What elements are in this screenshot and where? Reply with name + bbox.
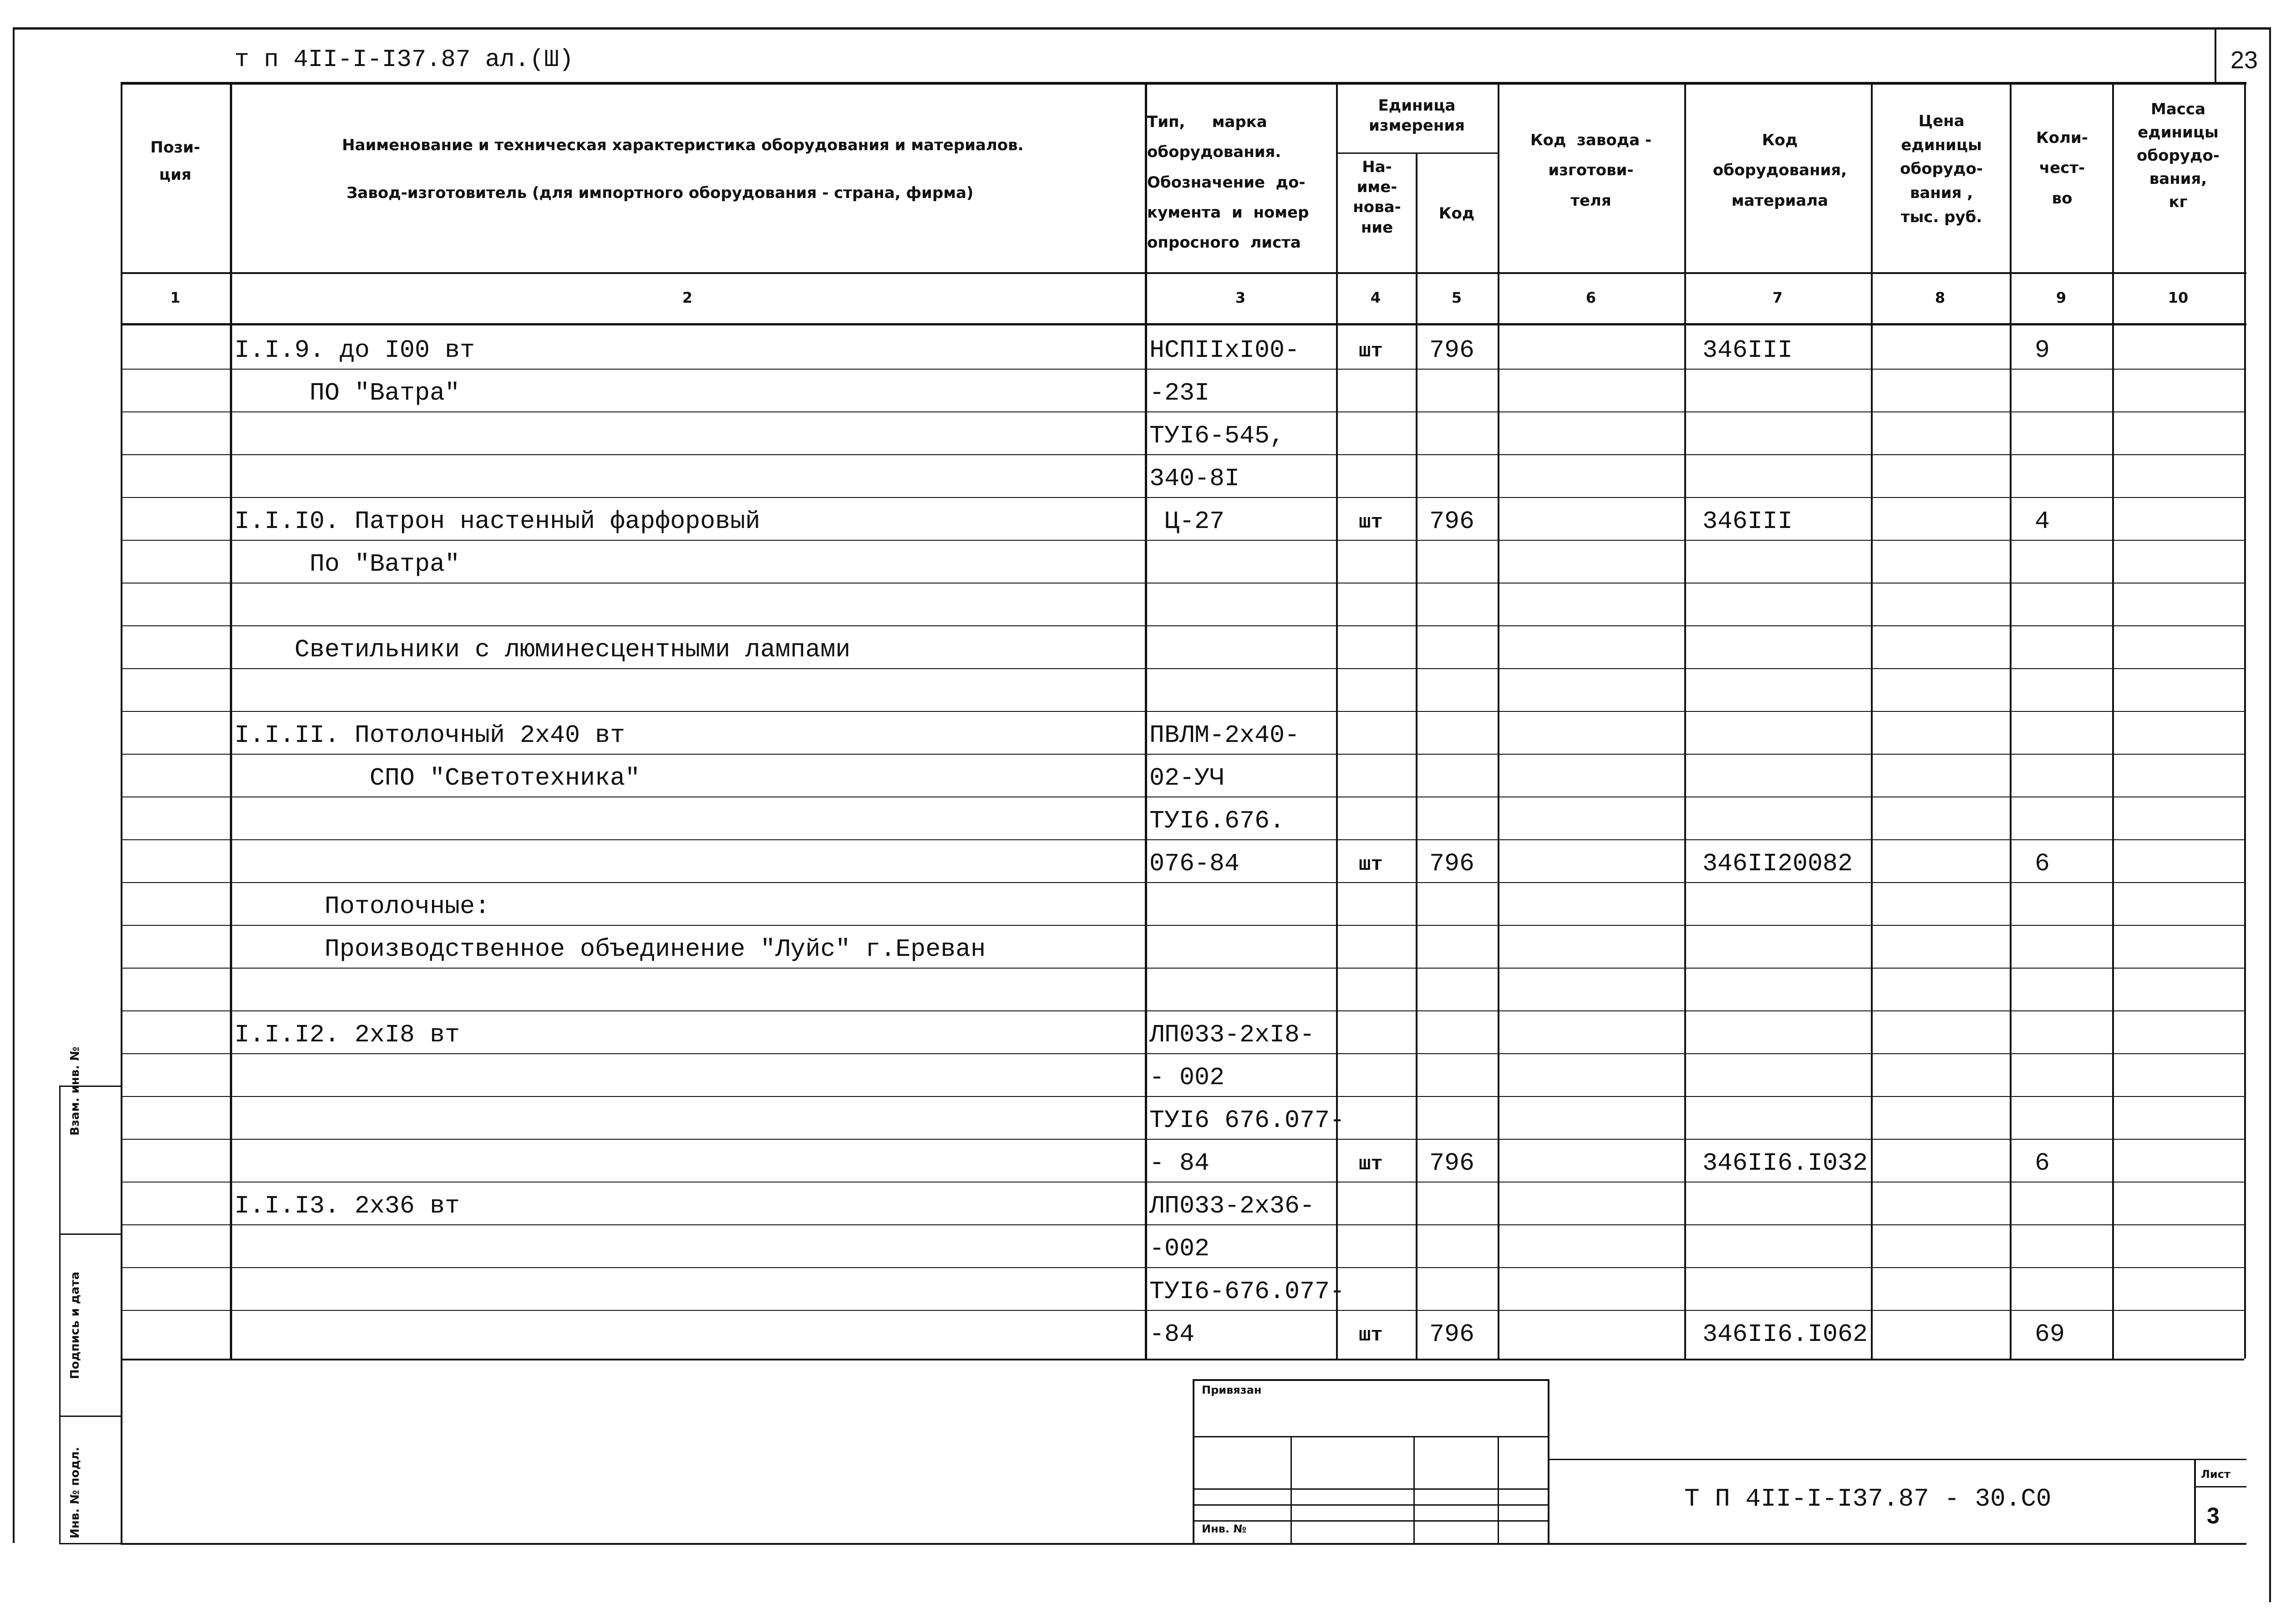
column-number-3: 3 bbox=[1235, 289, 1246, 306]
rule-horizontal bbox=[59, 1543, 121, 1544]
row-type: -002 bbox=[1149, 1234, 1210, 1263]
column-number-6: 6 bbox=[1585, 289, 1596, 306]
row-divider bbox=[121, 540, 2244, 541]
rule-horizontal bbox=[121, 272, 2246, 274]
row-type: ЛП033-2х36- bbox=[1149, 1192, 1315, 1220]
row-unit-code: 796 bbox=[1429, 849, 1475, 878]
row-type: -84 bbox=[1149, 1320, 1195, 1349]
row-material-code: 346II20082 bbox=[1702, 849, 1853, 878]
row-divider bbox=[121, 583, 2244, 584]
row-name: ПО "Ватра" bbox=[234, 379, 460, 407]
rule-vertical bbox=[1193, 1379, 1194, 1543]
side-label-podpis-data: Подпись и дата bbox=[68, 1271, 82, 1379]
rule-vertical bbox=[1498, 1436, 1499, 1543]
row-divider bbox=[121, 497, 2244, 498]
row-type: ТУI6-676.077- bbox=[1149, 1277, 1345, 1306]
header-name-line2: Завод-изготовитель (для импортного оборудования - страна, фирма) bbox=[346, 184, 974, 202]
sheet-number-top: 23 bbox=[2230, 46, 2258, 74]
row-divider bbox=[121, 668, 2244, 669]
row-divider bbox=[121, 1267, 2244, 1268]
rule-horizontal bbox=[1193, 1504, 1548, 1506]
rule-horizontal bbox=[2194, 1486, 2246, 1487]
row-unit-code: 796 bbox=[1429, 507, 1475, 536]
row-divider bbox=[121, 968, 2244, 969]
row-divider bbox=[121, 839, 2244, 840]
column-number-7: 7 bbox=[1772, 289, 1783, 306]
row-unit-code: 796 bbox=[1429, 336, 1475, 365]
row-type: 02-УЧ bbox=[1149, 764, 1225, 792]
row-divider bbox=[121, 1310, 2244, 1311]
rule-horizontal bbox=[1193, 1436, 1548, 1437]
column-number-8: 8 bbox=[1935, 289, 1946, 306]
row-divider bbox=[121, 1139, 2244, 1140]
row-quantity: 4 bbox=[2035, 507, 2050, 536]
header-name-line1: Наименование и техническая характеристика оборудования и материалов. bbox=[342, 136, 1024, 154]
row-divider bbox=[121, 1224, 2244, 1225]
row-name: Светильники с люминесцентными лампами bbox=[234, 635, 851, 664]
stamp-list-number: 3 bbox=[2207, 1503, 2220, 1528]
row-unit: шт bbox=[1359, 340, 1383, 363]
rule-vertical bbox=[13, 27, 15, 1543]
header-mass: Масса единицы оборудо- вания, кг bbox=[2137, 100, 2220, 211]
header-unit: Единица измерения bbox=[1369, 96, 1465, 135]
column-number-4: 4 bbox=[1370, 289, 1381, 306]
row-unit: шт bbox=[1359, 511, 1383, 534]
rule-vertical bbox=[1498, 82, 1499, 1359]
rule-horizontal bbox=[13, 27, 2269, 30]
stamp-inv-no: Инв. № bbox=[1202, 1522, 1247, 1535]
header-quantity: Коли- чест- во bbox=[2036, 129, 2088, 208]
rule-vertical bbox=[2194, 1459, 2196, 1543]
row-quantity: 6 bbox=[2035, 849, 2050, 878]
rule-horizontal bbox=[59, 1233, 121, 1235]
rule-vertical bbox=[1548, 1379, 1550, 1543]
row-type: ТУI6 676.077- bbox=[1149, 1106, 1345, 1135]
row-divider bbox=[121, 882, 2244, 883]
row-material-code: 346III bbox=[1702, 336, 1793, 365]
row-material-code: 346II6.I032 bbox=[1702, 1149, 1868, 1177]
stamp-list-label: Лист bbox=[2201, 1468, 2230, 1481]
rule-horizontal bbox=[121, 323, 2246, 325]
rule-vertical bbox=[1336, 82, 1338, 1359]
rule-vertical bbox=[1684, 82, 1686, 1359]
row-divider bbox=[121, 454, 2244, 455]
row-type: ТУI6-545, bbox=[1149, 421, 1285, 450]
document-code-top: т п 4II-I-I37.87 ал.(Ш) bbox=[234, 46, 574, 74]
row-divider bbox=[121, 411, 2244, 412]
column-number-2: 2 bbox=[682, 289, 693, 306]
header-price: Цена единицы оборудо- вания , тыс. руб. bbox=[1900, 112, 1983, 226]
side-label-vzam-inv: Взам. инв. № bbox=[68, 1046, 82, 1136]
rule-vertical bbox=[2244, 82, 2246, 1359]
row-unit: шт bbox=[1359, 853, 1383, 876]
rule-vertical bbox=[59, 1086, 61, 1543]
row-name: По "Ватра" bbox=[234, 550, 460, 579]
column-number-5: 5 bbox=[1451, 289, 1462, 306]
header-unit-code: Код bbox=[1438, 204, 1475, 223]
row-divider bbox=[121, 369, 2244, 370]
rule-vertical bbox=[1145, 82, 1147, 1359]
row-type: Ц-27 bbox=[1149, 507, 1225, 536]
row-unit-code: 796 bbox=[1429, 1320, 1475, 1349]
row-type: НСПIIxI00- bbox=[1149, 336, 1300, 365]
rule-vertical bbox=[2112, 82, 2114, 1359]
row-material-code: 346III bbox=[1702, 507, 1793, 536]
row-unit: шт bbox=[1359, 1153, 1383, 1176]
rule-horizontal bbox=[1193, 1379, 1548, 1381]
row-name: СПО "Светотехника" bbox=[234, 764, 640, 792]
rule-horizontal bbox=[121, 1543, 2246, 1545]
rule-horizontal bbox=[1193, 1520, 1548, 1522]
row-quantity: 69 bbox=[2035, 1320, 2065, 1349]
row-type: - 002 bbox=[1149, 1063, 1225, 1092]
row-unit: шт bbox=[1359, 1324, 1383, 1347]
column-number-10: 10 bbox=[2168, 289, 2189, 306]
row-type: ПВЛМ-2х40- bbox=[1149, 721, 1300, 750]
header-unit-name: На- име- нова- ние bbox=[1353, 158, 1401, 237]
row-quantity: 9 bbox=[2035, 336, 2050, 365]
header-position: Пози- ция bbox=[150, 138, 200, 184]
rule-horizontal bbox=[1193, 1488, 1548, 1490]
rule-horizontal bbox=[121, 1359, 2244, 1360]
row-divider bbox=[121, 625, 2244, 626]
row-type: ЛП033-2хI8- bbox=[1149, 1020, 1315, 1049]
row-type: 076-84 bbox=[1149, 849, 1240, 878]
column-number-9: 9 bbox=[2056, 289, 2067, 306]
row-name: Производственное объединение "Луйс" г.Ереван bbox=[234, 935, 986, 964]
row-unit-code: 796 bbox=[1429, 1149, 1475, 1177]
row-divider bbox=[121, 925, 2244, 926]
row-divider bbox=[121, 1010, 2244, 1011]
rule-vertical bbox=[1871, 82, 1873, 1359]
header-type: Тип, марка оборудования. Обозначение до- кумента и номер опросного листа bbox=[1147, 113, 1309, 252]
row-type: ТУI6.676. bbox=[1149, 807, 1285, 835]
rule-vertical bbox=[230, 82, 232, 1359]
row-name: I.I.9. до I00 вт bbox=[234, 336, 475, 365]
rule-vertical bbox=[1413, 1436, 1415, 1543]
rule-vertical bbox=[2010, 82, 2012, 1359]
row-divider bbox=[121, 1053, 2244, 1054]
row-divider bbox=[121, 754, 2244, 755]
rule-horizontal bbox=[59, 1416, 121, 1417]
row-name: I.I.II. Потолочный 2х40 вт bbox=[234, 721, 625, 750]
row-name: Потолочные: bbox=[234, 892, 490, 921]
row-name: I.I.I2. 2хI8 вт bbox=[234, 1020, 460, 1049]
row-name: I.I.I0. Патрон настенный фарфоровый bbox=[234, 507, 761, 536]
side-label-inv-podl: Инв. № подл. bbox=[68, 1446, 82, 1538]
rule-horizontal bbox=[121, 82, 2246, 85]
row-quantity: 6 bbox=[2035, 1149, 2050, 1177]
row-type: 340-8I bbox=[1149, 464, 1240, 493]
rule-vertical bbox=[1290, 1436, 1292, 1543]
rule-vertical bbox=[1416, 152, 1417, 1359]
rule-vertical bbox=[2269, 27, 2271, 1602]
header-material-code: Код оборудования, материала bbox=[1712, 131, 1847, 210]
row-type: -23I bbox=[1149, 379, 1210, 407]
rule-vertical bbox=[121, 82, 122, 1543]
row-type: - 84 bbox=[1149, 1149, 1210, 1177]
rule-vertical bbox=[2215, 27, 2216, 82]
row-material-code: 346II6.I062 bbox=[1702, 1320, 1868, 1349]
row-divider bbox=[121, 1096, 2244, 1097]
row-name: I.I.I3. 2х36 вт bbox=[234, 1192, 460, 1220]
stamp-privyazan: Привязан bbox=[1202, 1384, 1262, 1396]
rule-horizontal bbox=[1548, 1459, 2246, 1460]
column-number-1: 1 bbox=[170, 289, 181, 306]
row-divider bbox=[121, 711, 2244, 712]
header-plant-code: Код завода - изготови- теля bbox=[1530, 131, 1652, 210]
stamp-document-code: Т П 4II-I-I37.87 - 30.С0 bbox=[1684, 1484, 2052, 1513]
